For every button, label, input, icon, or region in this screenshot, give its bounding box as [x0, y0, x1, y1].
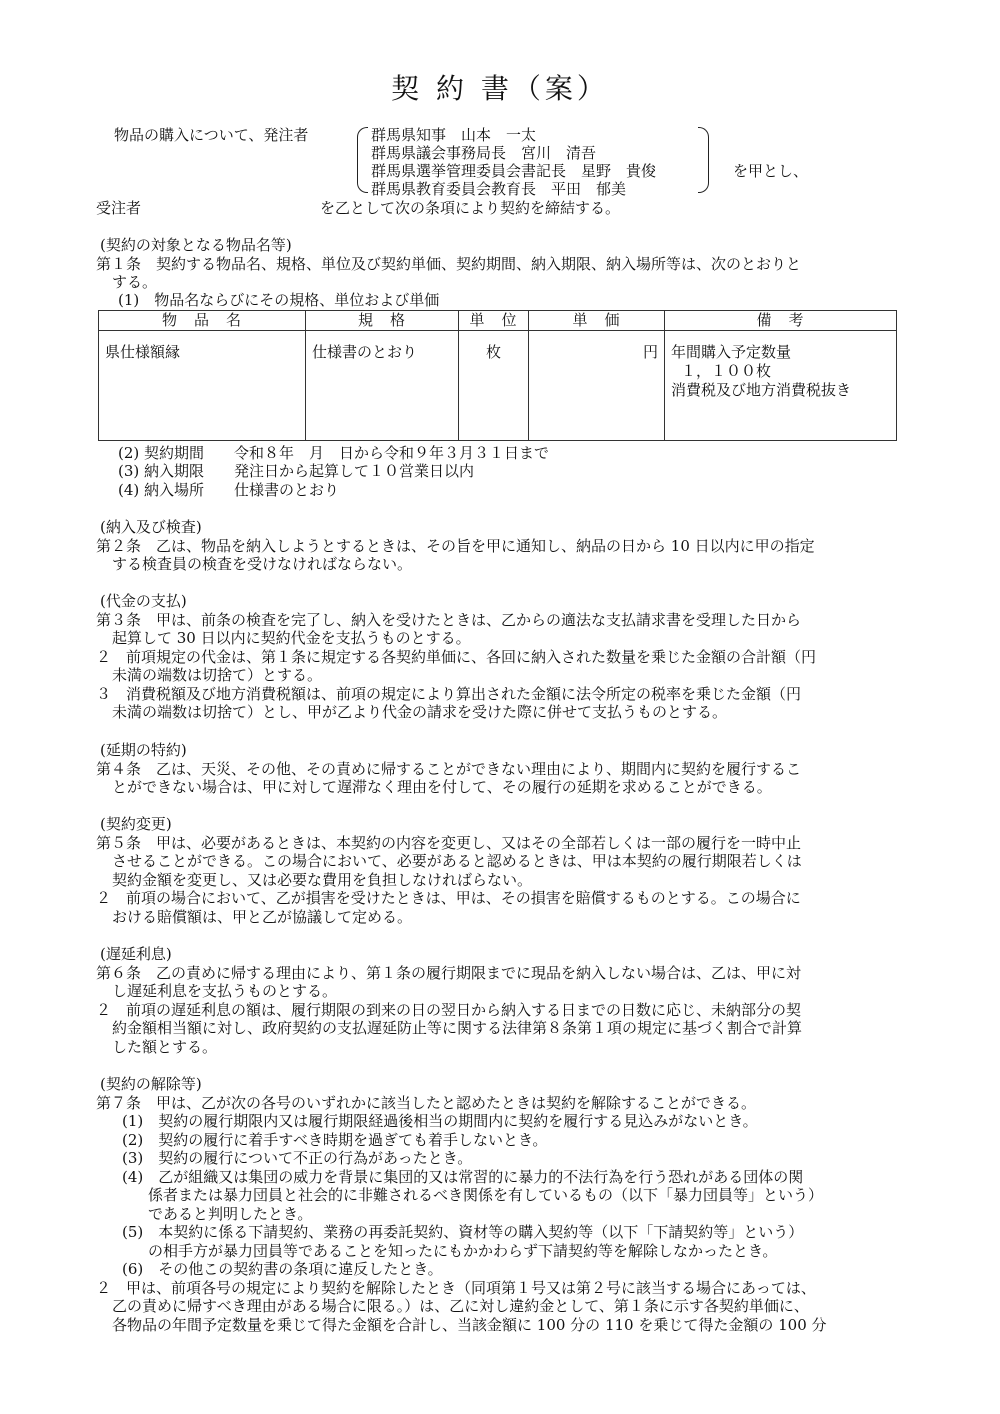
art6-line-5: した額とする。 — [112, 1038, 218, 1056]
table-row — [99, 331, 897, 441]
art5-line-5: おける賠償額は、甲と乙が協議して定める。 — [112, 908, 413, 926]
contractor-label: 受注者 — [96, 199, 142, 217]
cell-unit: 枚 — [459, 331, 529, 441]
item-table — [98, 310, 897, 441]
header-spec: 規 格 — [306, 311, 459, 331]
header-notes: 備 考 — [665, 311, 897, 331]
art1-sub1: (1) 物品名ならびにその規格、単位および単価 — [118, 291, 440, 309]
header-item-name: 物 品 名 — [99, 311, 306, 331]
art6-line-4: 約金額相当額に対し、政府契約の支払遅延防止等に関する法律第８条第１項の規定に基づく割合で計算 — [112, 1019, 803, 1037]
art1-sub3: (3) 納入期限 発注日から起算して１０営業日以内 — [118, 462, 475, 480]
art6-heading: (遅延利息) — [100, 945, 172, 963]
art5-line-3: 契約金額を変更し、又は必要な費用を負担しなければらない。 — [112, 871, 533, 889]
art1-line2: する。 — [112, 273, 158, 291]
document-title: 契 約 書（案） — [391, 72, 609, 105]
art7-line-9: の相手方が暴力団員等であることを知ったにもかかわらず下請契約等を解除しなかったとき。 — [148, 1242, 778, 1260]
preamble-line1: 物品の購入について、発注者 — [114, 126, 309, 144]
art7-line-10: (6) その他この契約書の条項に違反したとき。 — [122, 1260, 443, 1278]
art3-line-3: ２ 前項規定の代金は、第１条に規定する各契約単価に、各回に納入された数量を乗じた金額の合計額（円 — [96, 648, 817, 666]
art7-line-1: 第７条 甲は、乙が次の各号のいずれかに該当したと認めたときは契約を解除することができる。 — [96, 1094, 757, 1112]
art7-line-5: (4) 乙が組織又は集団の威力を背景に集団的又は常習的に暴力的不法行為を行う恐れがある団体の関 — [122, 1168, 804, 1186]
art1-heading: (契約の対象となる物品名等) — [100, 236, 292, 254]
art7-heading: (契約の解除等) — [100, 1075, 202, 1093]
art4-heading: (延期の特約) — [100, 741, 187, 759]
art6-line-2: し遅延利息を支払うものとする。 — [112, 982, 338, 1000]
note-line-1: 年間購入予定数量 — [671, 343, 792, 361]
art1-sub2: (2) 契約期間 令和８年 月 日から令和９年３月３１日まで — [118, 444, 550, 462]
cell-price: 円 — [529, 331, 665, 441]
art7-line-6: 係者または暴力団員と社会的に非難されるべき関係を有しているもの（以下「暴力団員等」という） — [148, 1186, 824, 1204]
art7-line-12: 乙の責めに帰すべき理由がある場合に限る。）は、乙に対し違約金として、第１条に示す各契約単価に、 — [112, 1297, 809, 1315]
art7-line-7: であると判明したとき。 — [148, 1205, 313, 1223]
header-price: 単 価 — [529, 311, 665, 331]
art3-line-4: 未満の端数は切捨て）とする。 — [112, 666, 323, 684]
art4-line-1: 第４条 乙は、天災、その他、その責めに帰することができない理由により、期間内に契約を履行するこ — [96, 760, 802, 778]
art6-line-1: 第６条 乙の責めに帰する理由により、第１条の履行期限までに現品を納入しない場合は、乙は、甲に対 — [96, 964, 802, 982]
art5-line-4: ２ 前項の場合において、乙が損害を受けたときは、甲は、その損害を賠償するものとする。この場合に — [96, 889, 801, 907]
preamble-line2: を乙として次の条項により契約を締結する。 — [320, 199, 621, 217]
cell-spec: 仕様書のとおり — [306, 331, 459, 441]
art2-line-1: 第２条 乙は、物品を納入しようとするときは、その旨を甲に通知し、納品の日から 10 日以内に甲の指定 — [96, 537, 815, 555]
art5-heading: (契約変更) — [100, 815, 172, 833]
art5-line-1: 第５条 甲は、必要があるときは、本契約の内容を変更し、又はその全部若しくは一部の履行を一時中止 — [96, 834, 802, 852]
cell-notes — [665, 331, 897, 441]
left-bracket — [357, 127, 368, 193]
art7-line-13: 各物品の年間予定数量を乗じて得た金額を合計し、当該金額に 100 分の 110 を乗じて得た金額の 100 分 — [112, 1316, 827, 1334]
table-header-row — [99, 311, 897, 331]
art3-line-5: ３ 消費税額及び地方消費税額は、前項の規定により算出された金額に法令所定の税率を乗じた金額（円 — [96, 685, 802, 703]
orderer-1: 群馬県知事 山本 一太 — [371, 126, 537, 144]
right-bracket — [698, 127, 709, 193]
art7-line-3: (2) 契約の履行に着手すべき時期を過ぎても着手しないとき。 — [122, 1131, 548, 1149]
art7-line-2: (1) 契約の履行期限内又は履行期限経過後相当の期間内に契約を履行する見込みがないとき。 — [122, 1112, 758, 1130]
art6-line-3: ２ 前項の遅延利息の額は、履行期限の到来の日の翌日から納入する日までの日数に応じ、未納部分の契 — [96, 1001, 802, 1019]
art4-line-2: とができない場合は、甲に対して遅滞なく理由を付して、その履行の延期を求めることができる。 — [112, 778, 772, 796]
art2-heading: (納入及び検査) — [100, 518, 202, 536]
art7-line-11: ２ 甲は、前項各号の規定により契約を解除したとき（同項第１号又は第２号に該当する場合にあっては、 — [96, 1279, 816, 1297]
art5-line-2: させることができる。この場合において、必要があると認めるときは、甲は本契約の履行期限若しくは — [112, 852, 802, 870]
art3-heading: (代金の支払) — [100, 592, 187, 610]
art7-line-8: (5) 本契約に係る下請契約、業務の再委託契約、資材等の購入契約等（以下「下請契約等」という） — [122, 1223, 804, 1241]
cell-item-name: 県仕様額縁 — [99, 331, 306, 441]
art2-line-2: する検査員の検査を受けなければならない。 — [112, 555, 413, 573]
art3-line-1: 第３条 甲は、前条の検査を完了し、納入を受けたときは、乙からの適法な支払請求書を受理した日から — [96, 611, 802, 629]
art1-sub4: (4) 納入場所 仕様書のとおり — [118, 481, 340, 499]
orderer-2: 群馬県議会事務局長 宮川 清吾 — [371, 144, 597, 162]
note-line-2: １，１００枚 — [681, 362, 772, 380]
art1-line1: 第１条 契約する物品名、規格、単位及び契約単価、契約期間、納入期限、納入場所等は、次のとおりと — [96, 255, 802, 273]
orderer-4: 群馬県教育委員会教育長 平田 郁美 — [371, 180, 627, 198]
header-unit: 単 位 — [459, 311, 529, 331]
art7-line-4: (3) 契約の履行について不正の行為があったとき。 — [122, 1149, 473, 1167]
orderer-3: 群馬県選挙管理委員会書記長 星野 貴俊 — [371, 162, 657, 180]
preamble-suffix: を甲とし、 — [733, 162, 809, 180]
art3-line-6: 未満の端数は切捨て）とし、甲が乙より代金の請求を受けた際に併せて支払うものとする。 — [112, 703, 728, 721]
art3-line-2: 起算して 30 日以内に契約代金を支払うものとする。 — [112, 629, 471, 647]
note-line-3: 消費税及び地方消費税抜き — [671, 381, 852, 399]
